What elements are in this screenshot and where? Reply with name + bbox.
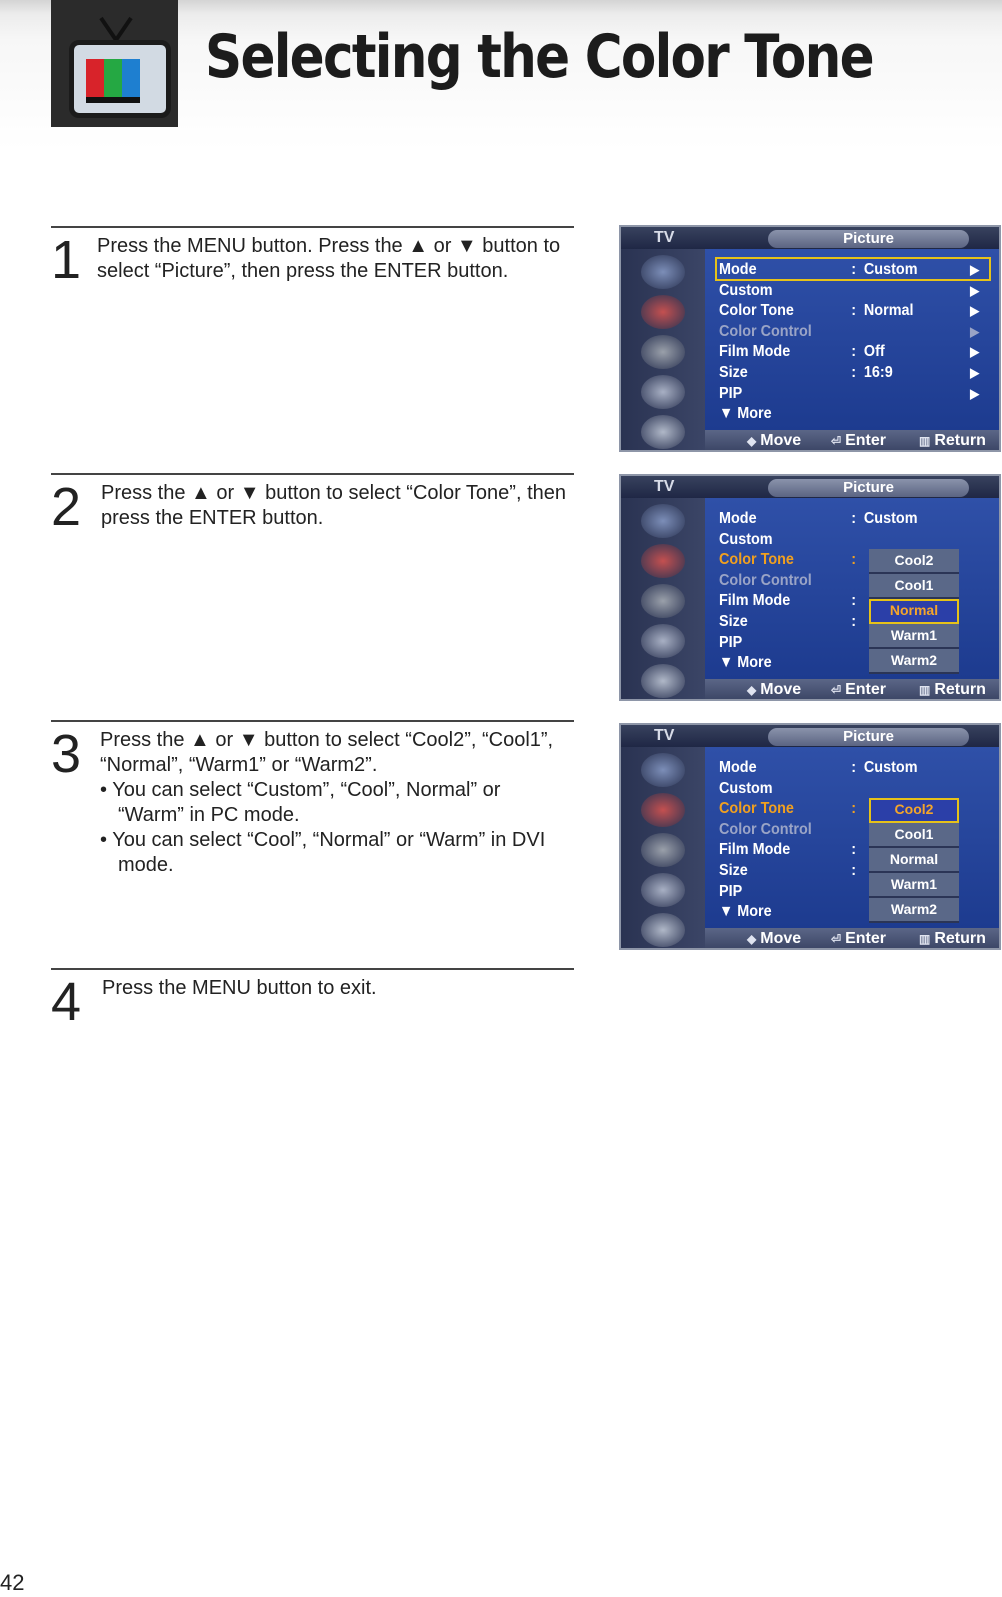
option-cool1[interactable]: Cool1 <box>869 823 959 848</box>
color-bar-blue <box>122 59 140 97</box>
step-bullet: • You can select “Cool”, “Normal” or “Warm” in DVI mode. <box>100 829 546 876</box>
step-line: Press the ▲ or ▼ button to select “Cool2”, “Cool1”, <box>100 729 554 751</box>
setup-icon <box>641 913 685 947</box>
menu-row-pip[interactable]: PIP <box>719 634 743 651</box>
step-number: 4 <box>51 972 82 1032</box>
channel-icon <box>641 624 685 658</box>
page-number: 42 <box>0 1570 25 1595</box>
tv-icon <box>51 0 178 127</box>
osd-tv-label: TV <box>654 229 675 246</box>
menu-row-color-tone[interactable]: Color Tone : <box>719 800 857 817</box>
menu-row-color-control: Color Control ▶ <box>719 323 980 340</box>
enter-icon: ⏎ <box>831 683 842 697</box>
sound-icon <box>641 833 685 867</box>
move-hint: ◆ Move <box>747 432 802 449</box>
step-line: select “Picture”, then press the ENTER button. <box>97 260 509 282</box>
return-icon: ▥ <box>919 932 931 946</box>
enter-hint: ⏎ Enter <box>831 930 886 947</box>
return-hint: ▥ Return <box>919 930 986 947</box>
step-line: press the ENTER button. <box>101 507 324 529</box>
sound-icon <box>641 584 685 618</box>
return-hint: ▥ Return <box>919 681 986 698</box>
tv-screen <box>69 40 171 118</box>
color-bar-red <box>86 59 104 97</box>
step-text <box>97 234 567 284</box>
return-hint: ▥ Return <box>919 432 986 449</box>
antenna-icon <box>95 16 137 42</box>
page-title: Selecting the Color Tone <box>205 22 873 92</box>
step-number: 3 <box>51 724 82 784</box>
step-line: Press the MENU button to exit. <box>102 977 377 999</box>
move-icon: ◆ <box>747 434 757 448</box>
input-icon <box>641 504 685 538</box>
picture-icon <box>641 793 685 827</box>
menu-row-pip[interactable]: PIP <box>719 883 743 900</box>
setup-icon <box>641 415 685 449</box>
menu-row-film-mode[interactable]: Film Mode : Off ▶ <box>719 343 980 360</box>
option-cool2[interactable]: Cool2 <box>869 549 959 574</box>
osd-menu-body <box>705 747 1001 928</box>
arrow-right-icon: ▶ <box>970 344 980 359</box>
step-1 <box>51 226 574 290</box>
osd-bottom-bar <box>705 928 1001 950</box>
channel-icon <box>641 375 685 409</box>
osd-title: Picture <box>768 230 969 248</box>
osd-sidebar <box>621 498 705 701</box>
arrow-right-icon: ▶ <box>970 324 980 339</box>
menu-row-color-control: Color Control <box>719 821 812 838</box>
color-bar-black <box>86 97 140 103</box>
menu-row-pip[interactable]: PIP ▶ <box>719 385 980 402</box>
osd-tv-label: TV <box>654 727 675 744</box>
return-icon: ▥ <box>919 683 931 697</box>
menu-row-film-mode[interactable]: Film Mode : <box>719 841 857 858</box>
osd-menu-body <box>705 498 1001 679</box>
menu-row-color-control: Color Control <box>719 572 812 589</box>
osd-menu-color-tone-cool2 <box>619 723 1001 950</box>
arrow-right-icon: ▶ <box>970 283 980 298</box>
channel-icon <box>641 873 685 907</box>
menu-row-more[interactable]: ▼ More <box>719 903 772 920</box>
step-3 <box>51 720 574 876</box>
osd-menu-body <box>705 249 1001 430</box>
step-text <box>100 728 570 878</box>
input-icon <box>641 753 685 787</box>
move-icon: ◆ <box>747 932 757 946</box>
option-warm2[interactable]: Warm2 <box>869 649 959 674</box>
arrow-right-icon: ▶ <box>970 386 980 401</box>
option-normal[interactable]: Normal <box>869 848 959 873</box>
osd-bottom-bar <box>705 430 1001 452</box>
menu-row-mode[interactable]: Mode : Custom <box>719 510 918 527</box>
arrow-right-icon: ▶ <box>970 303 980 318</box>
option-normal[interactable]: Normal <box>869 599 959 624</box>
osd-top-bar <box>621 725 999 747</box>
step-text <box>102 976 572 1001</box>
menu-row-size[interactable]: Size : <box>719 862 857 879</box>
move-hint: ◆ Move <box>747 930 802 947</box>
menu-row-color-tone[interactable]: Color Tone : <box>719 551 857 568</box>
menu-row-size[interactable]: Size : 16:9 ▶ <box>719 364 980 381</box>
menu-row-more[interactable]: ▼ More <box>719 405 772 422</box>
menu-row-custom[interactable]: Custom <box>719 780 773 797</box>
color-tone-dropdown <box>869 798 959 923</box>
color-tone-dropdown <box>869 549 959 674</box>
step-number: 1 <box>51 230 82 290</box>
option-warm1[interactable]: Warm1 <box>869 624 959 649</box>
picture-icon <box>641 544 685 578</box>
osd-top-bar <box>621 227 999 249</box>
menu-row-more[interactable]: ▼ More <box>719 654 772 671</box>
step-number: 2 <box>51 477 82 537</box>
return-icon: ▥ <box>919 434 931 448</box>
osd-tv-label: TV <box>654 478 675 495</box>
arrow-right-icon: ▶ <box>970 365 980 380</box>
step-2 <box>51 473 574 537</box>
step-bullet: • You can select “Custom”, “Cool”, Normal” or “Warm” in PC mode. <box>100 779 501 826</box>
enter-icon: ⏎ <box>831 932 842 946</box>
enter-hint: ⏎ Enter <box>831 432 886 449</box>
enter-icon: ⏎ <box>831 434 842 448</box>
osd-menu-picture <box>619 225 1001 452</box>
move-icon: ◆ <box>747 683 757 697</box>
step-text <box>101 481 571 531</box>
menu-row-color-tone[interactable]: Color Tone : Normal ▶ <box>719 302 980 319</box>
osd-sidebar <box>621 747 705 950</box>
option-warm2[interactable]: Warm2 <box>869 898 959 923</box>
menu-row-film-mode[interactable]: Film Mode : <box>719 592 857 609</box>
color-bar-green <box>104 59 122 97</box>
picture-icon <box>641 295 685 329</box>
menu-row-size[interactable]: Size : <box>719 613 857 630</box>
enter-hint: ⏎ Enter <box>831 681 886 698</box>
setup-icon <box>641 664 685 698</box>
osd-sidebar <box>621 249 705 452</box>
input-icon <box>641 255 685 289</box>
step-line: Press the MENU button. Press the ▲ or ▼ button to <box>97 235 561 257</box>
sound-icon <box>641 335 685 369</box>
menu-row-mode[interactable]: Mode : Custom ▶ <box>719 261 980 278</box>
osd-title: Picture <box>768 479 969 497</box>
step-line: Press the ▲ or ▼ button to select “Color Tone”, then <box>101 482 566 504</box>
step-line: “Normal”, “Warm1” or “Warm2”. <box>100 754 378 776</box>
osd-top-bar <box>621 476 999 498</box>
step-4 <box>51 968 574 1032</box>
option-cool2[interactable]: Cool2 <box>869 798 959 823</box>
osd-title: Picture <box>768 728 969 746</box>
menu-row-custom[interactable]: Custom <box>719 531 773 548</box>
move-hint: ◆ Move <box>747 681 802 698</box>
osd-menu-color-tone-normal <box>619 474 1001 701</box>
osd-bottom-bar <box>705 679 1001 701</box>
option-warm1[interactable]: Warm1 <box>869 873 959 898</box>
arrow-right-icon: ▶ <box>970 262 980 277</box>
menu-row-custom[interactable]: Custom ▶ <box>719 282 980 299</box>
menu-row-mode[interactable]: Mode : Custom <box>719 759 918 776</box>
option-cool1[interactable]: Cool1 <box>869 574 959 599</box>
